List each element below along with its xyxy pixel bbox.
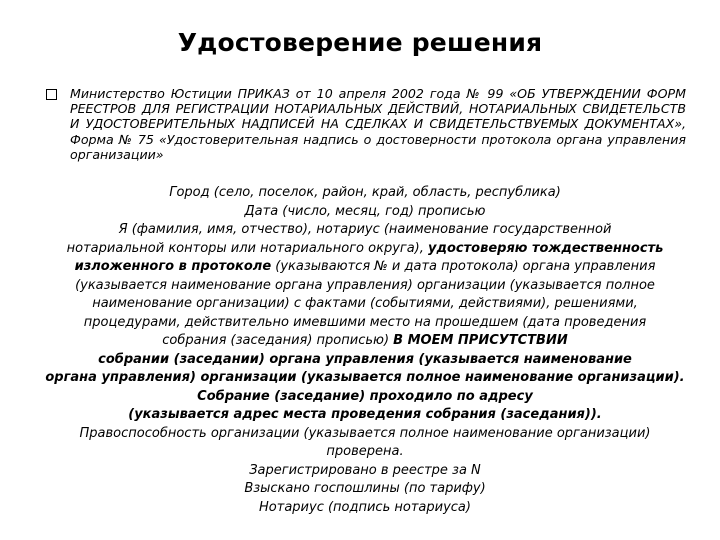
form-line-location: Город (село, поселок, район, край, область, республика) [169, 185, 561, 200]
form-line-protocol [40, 258, 690, 277]
form-line-fee: Взыскано госпошлины (по тарифу) [244, 481, 486, 496]
form-line-address-detail: (указывается адрес места проведения собрания (заседания)). [128, 407, 602, 422]
form-line-date: Дата (число, месяц, год) прописью [244, 203, 486, 219]
form-line-address: Собрание (заседание) проходило по адресу [197, 388, 533, 404]
form-line-office [40, 240, 690, 259]
form-line-body: наименование организации) с фактами (событиями, действиями), решениями, [92, 296, 638, 311]
form-line-notary: Я (фамилия, имя, отчество), нотариус (наименование государственной [118, 222, 612, 237]
page-title: Удостоверение решения [177, 28, 543, 57]
bullet-paragraph [46, 86, 686, 162]
bullet-text: Министерство Юстиции ПРИКАЗ от 10 апреля 2002 года № 99 «ОБ УТВЕРЖДЕНИИ ФОРМ РЕЕСТРОВ ДЛЯ РЕГИСТРАЦИИ НОТАРИАЛЬНЫХ ДЕЙСТВИЙ, НОТАРИАЛЬНЫХ СВИДЕТЕЛЬСТВ И УДОСТОВЕРИТЕЛЬНЫХ НАДПИСЕЙ НА СДЕЛКАХ И СВИДЕТЕЛЬСТВУЕМЫХ ДОКУМЕНТАХ», Форма № 75 «Удостоверительная надпись о достоверности протокола органа управления организации» [70, 86, 686, 162]
form-emphasis: В МОЕМ ПРИСУТСТВИИ [393, 333, 568, 348]
form-emphasis: удостоверяю тождественность [428, 240, 664, 256]
form-line-signature: Нотариус (подпись нотариуса) [259, 499, 471, 515]
form-line-registry: Зарегистрировано в реестре за N [249, 462, 481, 478]
form-line-presence [40, 332, 690, 351]
form-line-body: (указывается наименование органа управления) организации (указывается полное [75, 277, 655, 293]
form-text: нотариальной конторы или нотариального округа), [66, 240, 429, 256]
form-line-meeting: собрании (заседании) органа управления (указывается наименование [98, 351, 632, 367]
form-line-body: процедурами, действительно имевшими место на прошедшем (дата проведения [83, 314, 647, 330]
form-line-capacity: Правоспособность организации (указывается полное наименование организации) [79, 425, 651, 441]
form-line-organization: органа управления) организации (указывается полное наименование организации). [45, 370, 685, 385]
notarial-form-text [40, 184, 690, 517]
form-text: (указываются № и дата протокола) органа управления [271, 259, 656, 274]
form-line-verified: проверена. [326, 444, 404, 459]
form-text: собрания (заседания) прописью) [162, 333, 394, 348]
form-emphasis: изложенного в протоколе [74, 259, 272, 274]
checkbox-square-bullet-icon [46, 89, 57, 100]
